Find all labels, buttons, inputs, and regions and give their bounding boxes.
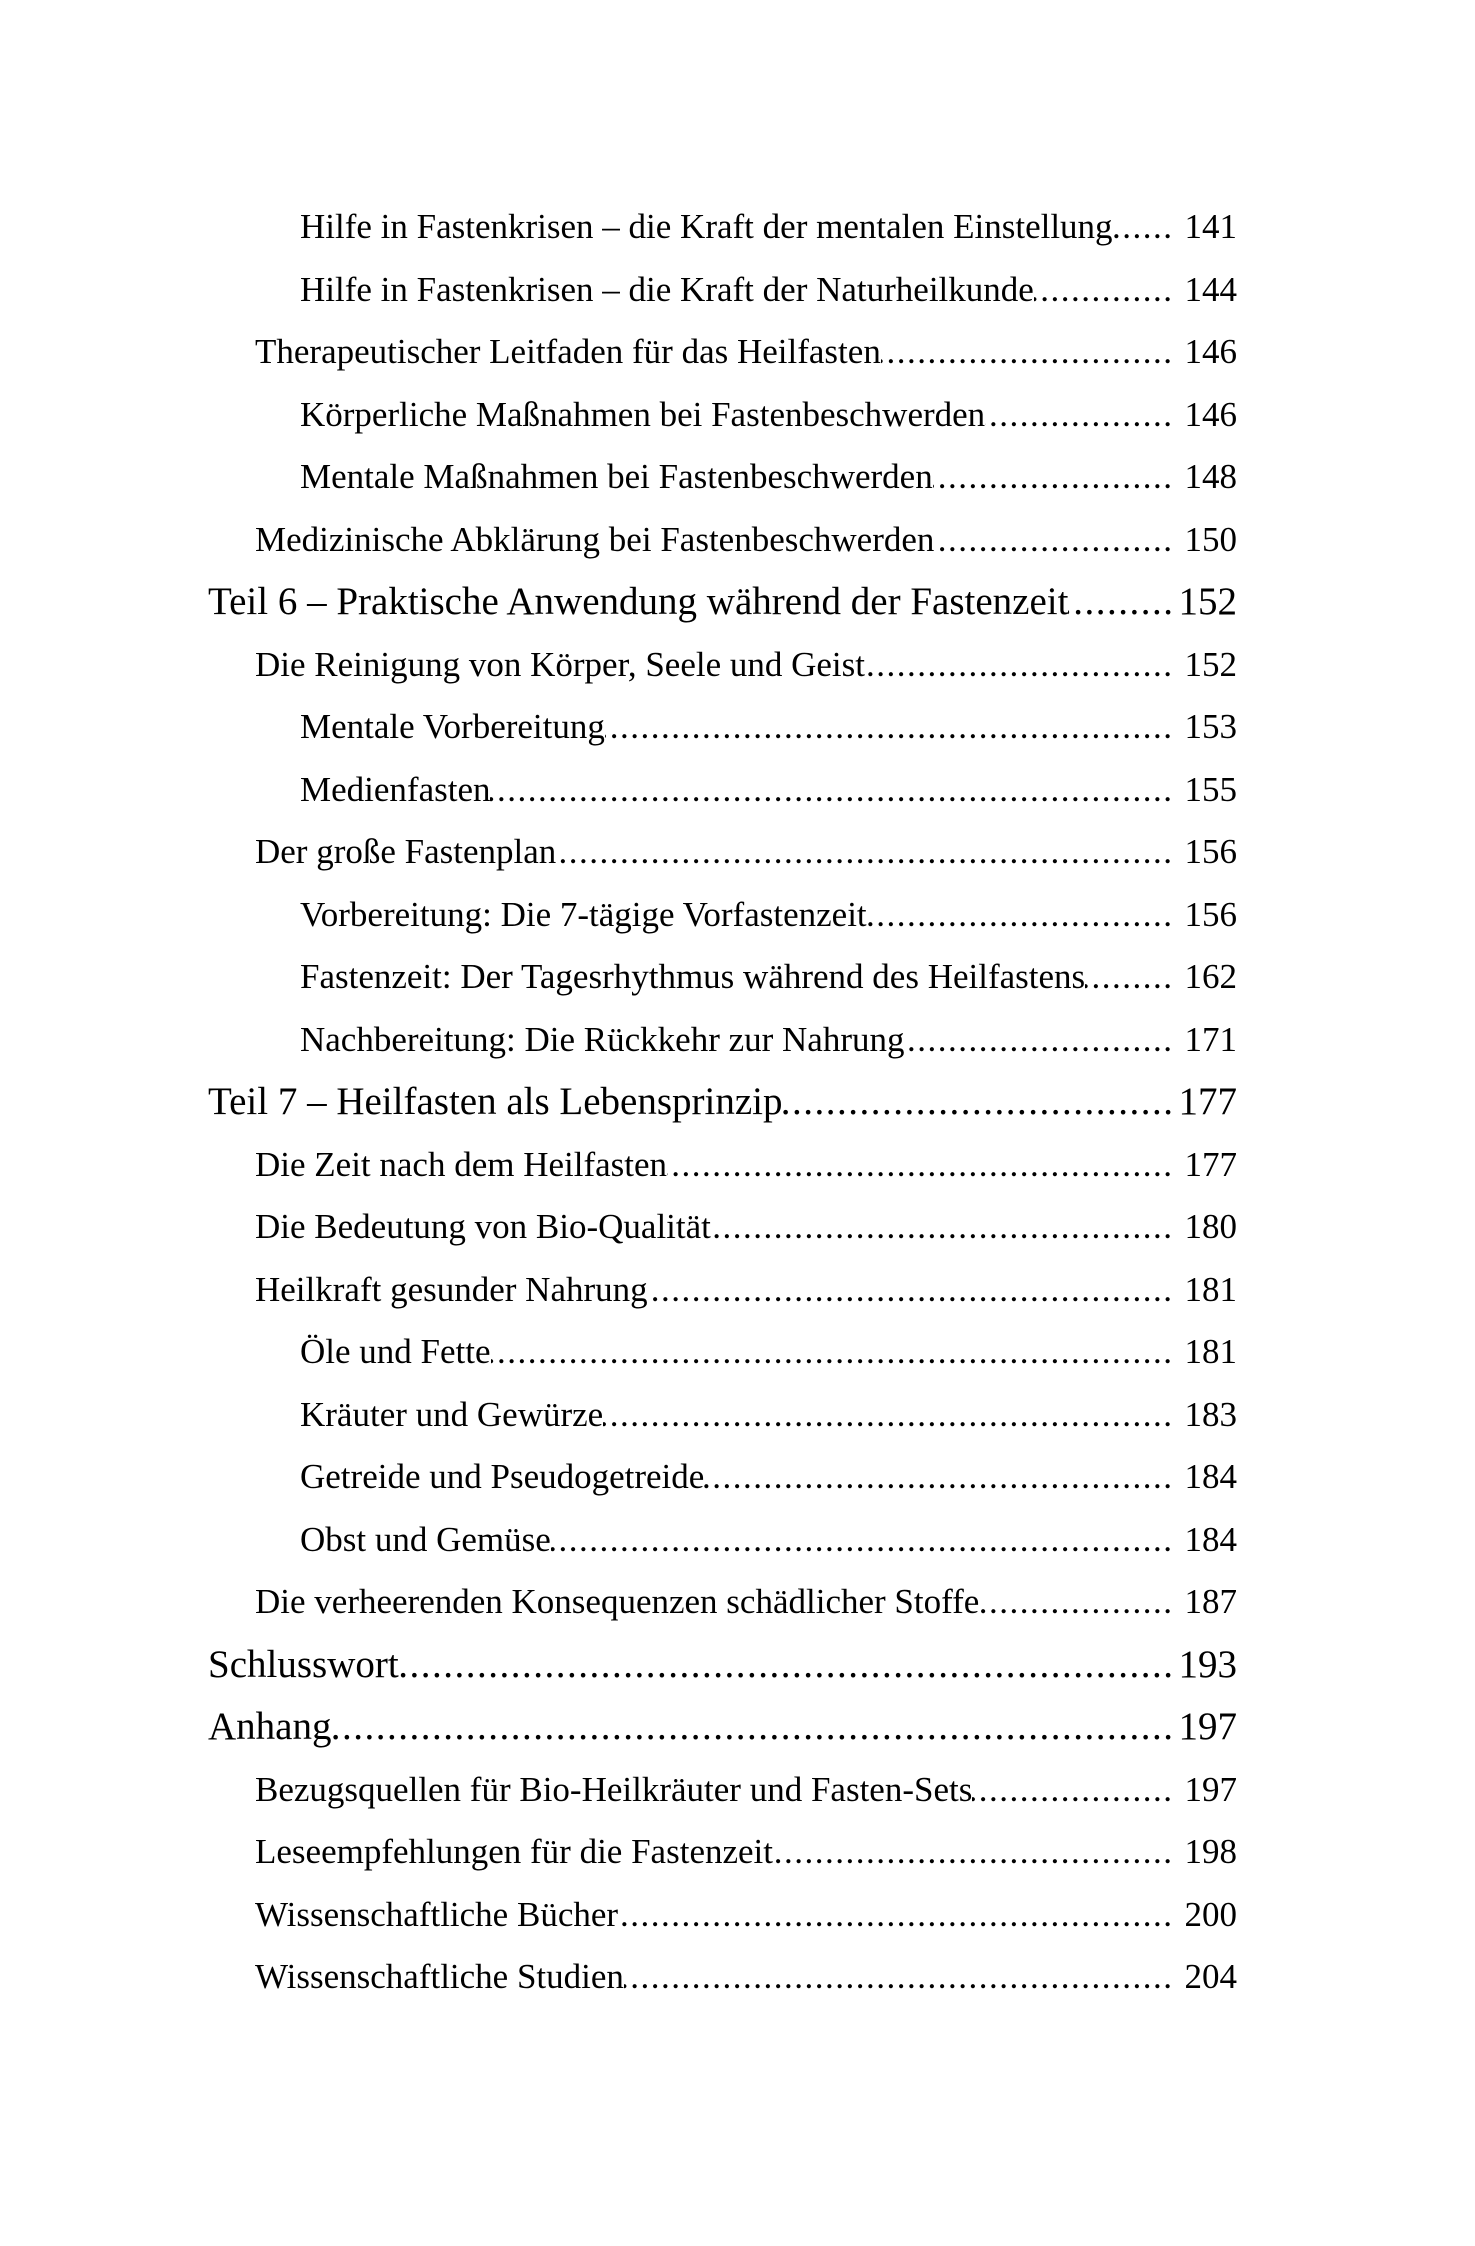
- toc-entry-page-number: 146: [1184, 394, 1237, 434]
- toc-entry-page-number: 148: [1184, 457, 1237, 496]
- toc-dot-leader: [783, 1071, 1177, 1134]
- toc-entry[interactable]: [208, 1884, 1237, 1947]
- toc-entry[interactable]: [208, 259, 1237, 322]
- toc-entry[interactable]: [208, 1821, 1237, 1884]
- toc-entry-page-number: 171: [1184, 1019, 1237, 1059]
- table-of-contents: [208, 196, 1237, 2009]
- toc-dot-leader: [490, 759, 1175, 822]
- toc-entry-title: Kräuter und Gewürze: [300, 1394, 604, 1434]
- toc-dot-leader: [331, 1696, 1176, 1759]
- toc-entry-page-number: 146: [1184, 332, 1237, 371]
- toc-entry-title: Die Reinigung von Körper, Seele und Geist: [255, 644, 866, 684]
- toc-dot-leader: [881, 321, 1176, 384]
- toc-entry-page-number: 183: [1184, 1394, 1237, 1434]
- toc-entry-page-number: 152: [1178, 580, 1237, 623]
- toc-entry[interactable]: [208, 1509, 1237, 1572]
- toc-entry[interactable]: [208, 384, 1237, 447]
- toc-entry-title: Teil 7 – Heilfasten als Lebensprinzip: [208, 1080, 783, 1123]
- toc-entry[interactable]: [208, 759, 1237, 822]
- toc-entry[interactable]: [208, 571, 1237, 634]
- toc-entry-title: Hilfe in Fastenkrisen – die Kraft der Naturheilkunde: [300, 269, 1034, 309]
- toc-entry[interactable]: [208, 1759, 1237, 1822]
- toc-entry[interactable]: [208, 1384, 1237, 1447]
- toc-entry-title: Obst und Gemüse: [300, 1519, 551, 1559]
- toc-entry[interactable]: [208, 1196, 1237, 1259]
- toc-dot-leader: [556, 821, 1175, 884]
- toc-dot-leader: [865, 634, 1175, 697]
- toc-entry-title: Mentale Maßnahmen bei Fastenbeschwerden: [300, 457, 933, 496]
- toc-dot-leader: [704, 1446, 1175, 1509]
- toc-entry-page-number: 177: [1178, 1080, 1237, 1123]
- toc-entry-page-number: 141: [1184, 207, 1237, 246]
- toc-entry-title: Öle und Fette: [300, 1332, 491, 1371]
- toc-entry-title: Teil 6 – Praktische Anwendung während der Fastenzeit: [208, 580, 1069, 623]
- toc-entry-title: Die Zeit nach dem Heilfasten: [255, 1144, 668, 1184]
- toc-entry-title: Medienfasten: [300, 769, 491, 809]
- toc-dot-leader: [867, 884, 1176, 947]
- toc-entry[interactable]: [208, 1446, 1237, 1509]
- toc-dot-leader: [972, 1759, 1175, 1822]
- toc-entry-page-number: 197: [1178, 1705, 1237, 1748]
- toc-entry-page-number: 156: [1184, 832, 1237, 871]
- toc-entry-page-number: 177: [1184, 1144, 1237, 1184]
- toc-entry[interactable]: [208, 1696, 1237, 1759]
- toc-entry[interactable]: [208, 884, 1237, 947]
- toc-dot-leader: [1068, 571, 1176, 634]
- toc-entry-title: Leseempfehlungen für die Fastenzeit: [255, 1832, 773, 1871]
- toc-entry-page-number: 184: [1184, 1457, 1237, 1496]
- toc-dot-leader: [985, 384, 1175, 447]
- toc-entry-title: Getreide und Pseudogetreide: [300, 1457, 705, 1496]
- toc-entry[interactable]: [208, 1321, 1237, 1384]
- toc-entry[interactable]: [208, 946, 1237, 1009]
- toc-entry-title: Heilkraft gesunder Nahrung: [255, 1269, 648, 1309]
- toc-entry-page-number: 197: [1184, 1769, 1237, 1809]
- toc-entry-page-number: 193: [1178, 1642, 1237, 1686]
- toc-entry-page-number: 155: [1184, 769, 1237, 809]
- toc-entry-page-number: 204: [1184, 1957, 1237, 1996]
- toc-entry[interactable]: [208, 446, 1237, 509]
- toc-entry-title: Bezugsquellen für Bio-Heilkräuter und Fasten-Sets: [255, 1769, 973, 1809]
- toc-entry-title: Körperliche Maßnahmen bei Fastenbeschwerden: [300, 394, 986, 434]
- toc-entry-page-number: 152: [1184, 644, 1237, 684]
- toc-entry-title: Therapeutischer Leitfaden für das Heilfasten: [255, 332, 881, 371]
- toc-entry-page-number: 181: [1184, 1332, 1237, 1371]
- toc-dot-leader: [399, 1634, 1177, 1697]
- toc-entry[interactable]: [208, 1071, 1237, 1134]
- toc-dot-leader: [624, 1946, 1176, 2009]
- toc-dot-leader: [603, 1384, 1175, 1447]
- toc-dot-leader: [648, 1259, 1176, 1322]
- toc-entry[interactable]: [208, 821, 1237, 884]
- toc-entry-page-number: 162: [1184, 957, 1237, 996]
- toc-entry-page-number: 156: [1184, 894, 1237, 934]
- toc-entry[interactable]: [208, 1634, 1237, 1697]
- toc-entry[interactable]: [208, 509, 1237, 572]
- toc-entry[interactable]: [208, 1259, 1237, 1322]
- toc-entry[interactable]: [208, 696, 1237, 759]
- toc-entry-title: Vorbereitung: Die 7-tägige Vorfastenzeit: [300, 894, 867, 934]
- toc-dot-leader: [667, 1134, 1175, 1197]
- toc-entry[interactable]: [208, 196, 1237, 259]
- toc-entry[interactable]: [208, 634, 1237, 697]
- toc-entry-page-number: 153: [1184, 707, 1237, 746]
- toc-dot-leader: [618, 1884, 1175, 1947]
- toc-entry-title: Fastenzeit: Der Tagesrhythmus während des Heilfastens: [300, 957, 1086, 996]
- toc-entry[interactable]: [208, 1946, 1237, 2009]
- toc-entry-page-number: 150: [1184, 519, 1237, 559]
- toc-entry-title: Schlusswort: [208, 1642, 399, 1686]
- toc-entry-page-number: 187: [1184, 1582, 1237, 1621]
- toc-entry-page-number: 200: [1184, 1894, 1237, 1934]
- toc-entry-title: Anhang: [208, 1705, 332, 1748]
- toc-dot-leader: [551, 1509, 1176, 1572]
- toc-entry[interactable]: [208, 1571, 1237, 1634]
- toc-entry-title: Die verheerenden Konsequenzen schädlicher Stoffe: [255, 1582, 980, 1621]
- toc-entry[interactable]: [208, 1134, 1237, 1197]
- toc-entry-title: Wissenschaftliche Studien: [255, 1957, 624, 1996]
- toc-entry-title: Der große Fastenplan: [255, 832, 557, 871]
- toc-dot-leader: [933, 446, 1176, 509]
- toc-entry-page-number: 198: [1184, 1832, 1237, 1871]
- toc-entry-page-number: 181: [1184, 1269, 1237, 1309]
- toc-dot-leader: [1034, 259, 1176, 322]
- toc-dot-leader: [1113, 196, 1176, 259]
- toc-dot-leader: [979, 1571, 1175, 1634]
- toc-entry-title: Hilfe in Fastenkrisen – die Kraft der mentalen Einstellung: [300, 207, 1113, 246]
- toc-dot-leader: [605, 696, 1176, 759]
- toc-entry-page-number: 180: [1184, 1207, 1237, 1246]
- toc-dot-leader: [1085, 946, 1175, 1009]
- toc-entry-page-number: 184: [1184, 1519, 1237, 1559]
- toc-dot-leader: [773, 1821, 1176, 1884]
- toc-dot-leader: [711, 1196, 1176, 1259]
- toc-entry[interactable]: [208, 1009, 1237, 1072]
- toc-dot-leader: [905, 1009, 1176, 1072]
- toc-dot-leader: [934, 509, 1175, 572]
- toc-entry[interactable]: [208, 321, 1237, 384]
- toc-dot-leader: [491, 1321, 1176, 1384]
- toc-entry-title: Medizinische Abklärung bei Fastenbeschwerden: [255, 519, 935, 559]
- toc-entry-title: Die Bedeutung von Bio-Qualität: [255, 1207, 711, 1246]
- toc-entry-title: Wissenschaftliche Bücher: [255, 1894, 619, 1934]
- toc-entry-title: Nachbereitung: Die Rückkehr zur Nahrung: [300, 1019, 905, 1059]
- toc-entry-page-number: 144: [1184, 269, 1237, 309]
- toc-entry-title: Mentale Vorbereitung: [300, 707, 605, 746]
